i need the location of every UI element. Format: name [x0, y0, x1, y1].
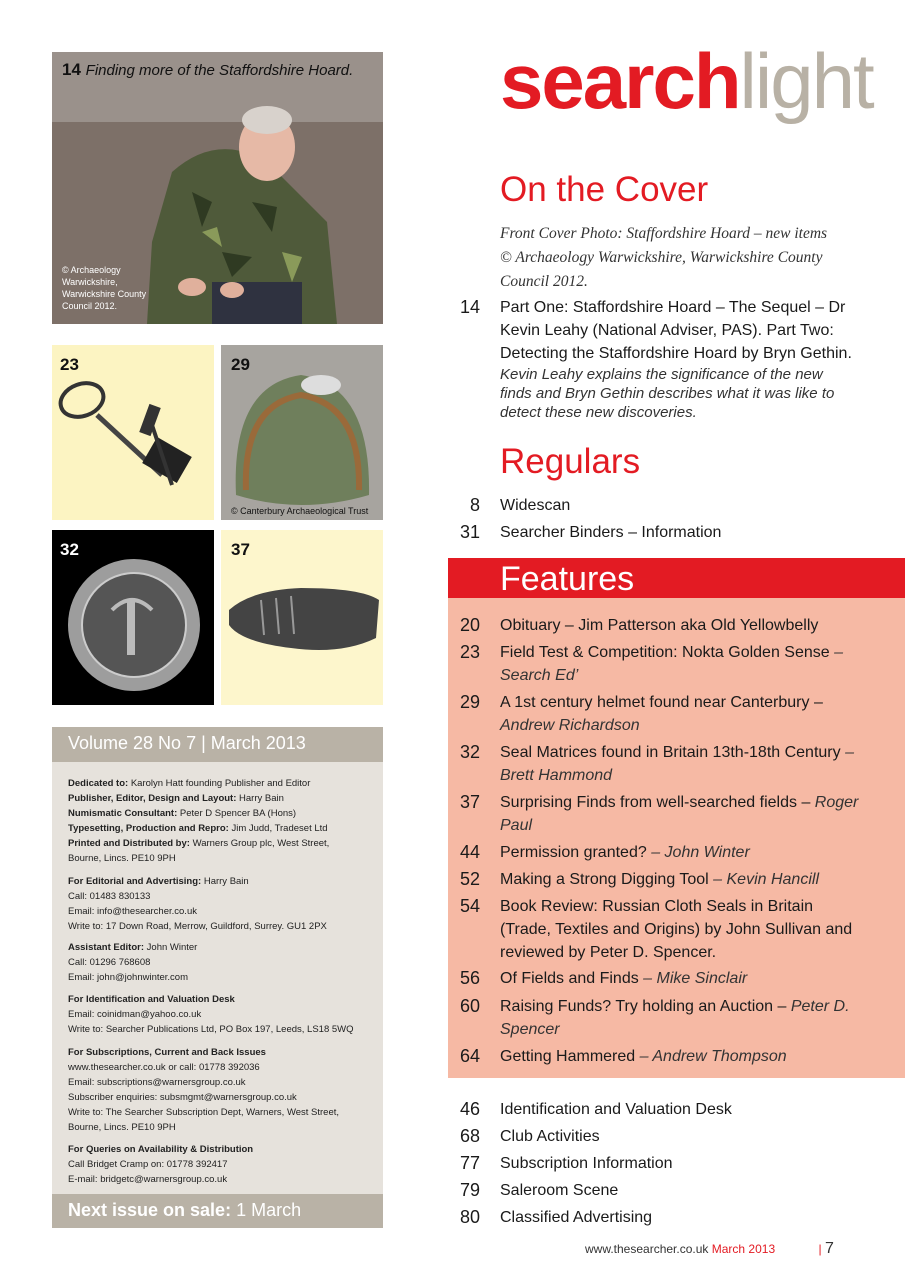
page-number: 29 — [459, 692, 480, 712]
photo-caption: Finding more of the Staffordshire Hoard. — [85, 62, 354, 79]
entry-title: Surprising Finds from well-searched fields – — [500, 794, 811, 811]
footer-page-number: 7 — [824, 1240, 834, 1257]
entry-title: Seal Matrices found in Britain 13th-18th Century — [500, 744, 841, 761]
page-number: 14 — [459, 297, 480, 317]
entry-title: Getting Hammered — [500, 1048, 636, 1065]
footer-url[interactable]: www.thesearcher.co.uk — [585, 1242, 709, 1256]
photo-helmet — [221, 345, 383, 520]
entry-title: Of Fields and Finds — [500, 970, 639, 987]
photo-number-29: 29 — [231, 355, 250, 374]
volume-text: Volume 28 No 7 | March 2013 — [68, 733, 306, 753]
entry-author: Andrew Richardson — [500, 717, 640, 734]
page-number: 8 — [469, 495, 480, 515]
entry-title: Obituary – Jim Patterson aka Old Yellowbelly — [500, 617, 819, 634]
entry-author: Roger Paul — [500, 794, 859, 834]
entry-author: – Andrew Thompson — [635, 1048, 787, 1065]
entry-title: Identification and Valuation Desk — [500, 1101, 732, 1118]
photo-number-32: 32 — [60, 540, 79, 559]
page-number: 79 — [459, 1180, 480, 1200]
next-issue-label: Next issue on sale: — [68, 1200, 232, 1220]
entry-title: Subscription Information — [500, 1155, 673, 1172]
next-issue-bar — [52, 1194, 383, 1228]
entry-title: Saleroom Scene — [500, 1182, 619, 1199]
staff-block: Dedicated to: Karolyn Hatt founding Publisher and Editor Publisher, Editor, Design and Layout: Harry Bain Numismatic Consultant: Peter D Spencer BA (Hons) Typesetting, Production and Repro: Jim Judd, Tradeset Ltd Printed and Distributed by: Warners Group plc, West Street, Bourne, Lincs. PE10 9PH — [68, 778, 330, 864]
subscriptions-block: For Subscriptions, Current and Back Issues www.thesearcher.co.uk or call: 01778 392036 Email: subscriptions@warnersgroup.co.uk Subscriber enquiries: subsmgmt@warnersgroup.co.uk Write to: The Searcher Subscription Dept, Warners, West Street, Bourne, Lincs. PE10 9PH — [68, 1047, 340, 1133]
footer-date: March 2013 — [711, 1242, 776, 1256]
entry-author: – Search Ed’ — [500, 644, 843, 684]
entry-author: – John Winter — [646, 844, 750, 861]
page-number: 77 — [459, 1153, 480, 1173]
photo-credit-canterbury: © Canterbury Archaeological Trust — [231, 506, 369, 516]
entry-title: Field Test & Competition: Nokta Golden Sense — [500, 644, 830, 661]
entry-author: – Brett Hammond — [500, 744, 854, 784]
page-number: 46 — [459, 1099, 480, 1119]
searchlight-logo: searchlight — [500, 37, 873, 125]
page-number: 37 — [459, 792, 480, 812]
features-band — [448, 558, 905, 598]
footer-divider: | — [818, 1242, 822, 1256]
editorial-block: For Editorial and Advertising: Harry Bain Call: 01483 830133 Email: info@thesearcher.co.uk Write to: 17 Down Road, Merrow, Guildford, Surrey. GU1 2PX — [68, 876, 327, 932]
cover-story-description: Kevin Leahy explains the significance of the new finds and Bryn Gethin describes what it was like to detect these new discoveries. — [500, 366, 835, 421]
features-heading: Features — [500, 560, 635, 598]
entry-title: Widescan — [500, 497, 571, 514]
photo-seal-matrix — [52, 530, 214, 705]
entry-title: Searcher Binders – Information — [500, 524, 722, 541]
page-number: 31 — [459, 522, 480, 542]
page-number: 54 — [459, 896, 480, 916]
cover-photo-staffordshire — [52, 52, 383, 324]
photo-number-14: 14 — [62, 60, 81, 79]
distribution-block: For Queries on Availability & Distribution Call Bridget Cramp on: 01778 392417 E-mail: bridgetc@warnersgroup.co.uk — [68, 1144, 254, 1185]
page-number: 60 — [459, 996, 480, 1016]
entry-author: Peter D. Spencer — [500, 998, 850, 1038]
page-number: 32 — [459, 742, 480, 762]
cover-story-title: Part One: Staffordshire Hoard – The Sequel – Dr Kevin Leahy (National Adviser, PAS). Part Two: Detecting the Staffordshire Hoard by Bryn Gethin. — [500, 299, 852, 362]
page-number: 56 — [459, 968, 480, 988]
entry-title: Raising Funds? Try holding an Auction – — [500, 998, 787, 1015]
photo-ring — [221, 530, 383, 705]
entry-author: – Kevin Hancill — [708, 871, 819, 888]
page-footer — [585, 1240, 834, 1258]
page-number: 68 — [459, 1126, 480, 1146]
page-number: 64 — [459, 1046, 480, 1066]
volume-bar — [52, 727, 383, 762]
regulars-heading: Regulars — [500, 442, 641, 481]
entry-title: Book Review: Russian Cloth Seals in Britain (Trade, Textiles and Origins) by John Sullivan and reviewed by Peter D. Spencer. — [500, 898, 853, 961]
photo-number-37: 37 — [231, 540, 250, 559]
page-number: 23 — [459, 642, 480, 662]
masthead-info — [52, 762, 383, 1194]
page-number: 20 — [459, 615, 480, 635]
page-number: 44 — [459, 842, 480, 862]
identification-block: For Identification and Valuation Desk Email: coinidman@yahoo.co.uk Write to: Searcher Publications Ltd, PO Box 197, Leeds, LS18 5WQ — [68, 994, 354, 1035]
entry-title: Classified Advertising — [500, 1209, 653, 1226]
entry-title: A 1st century helmet found near Canterbury – — [500, 694, 823, 711]
entry-title: Making a Strong Digging Tool — [500, 871, 709, 888]
next-issue-date: 1 March — [236, 1200, 302, 1220]
photo-metal-detector — [52, 345, 214, 520]
entry-title: Club Activities — [500, 1128, 600, 1145]
photo-credit: © Archaeology Warwickshire, Warwickshire County Council 2012. — [62, 265, 147, 311]
page-number: 80 — [459, 1207, 480, 1227]
assistant-editor-block: Assistant Editor: John Winter Call: 01296 768608 Email: john@johnwinter.com — [68, 942, 198, 983]
page-number: 52 — [459, 869, 480, 889]
entry-title: Permission granted? — [500, 844, 647, 861]
on-the-cover-heading: On the Cover — [500, 170, 709, 209]
entry-author: – Mike Sinclair — [638, 970, 748, 987]
photo-number-23: 23 — [60, 355, 79, 374]
cover-photo-credit: Front Cover Photo: Staffordshire Hoard – new items © Archaeology Warwickshire, Warwickshire County Council 2012. — [500, 225, 828, 290]
